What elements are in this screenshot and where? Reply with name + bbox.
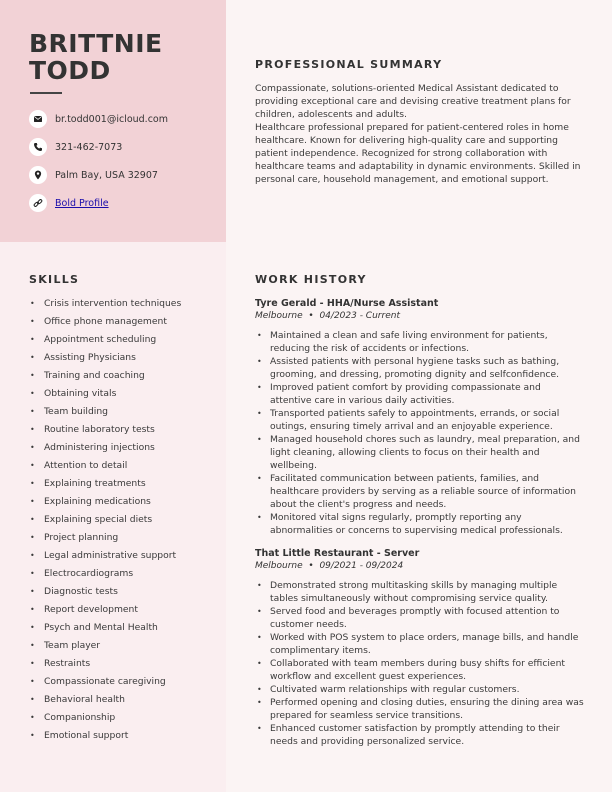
job-bullet: • Managed household chores such as laundry, meal preparation, and light cleaning, allowing clients to focus on their health and wellbeing. (255, 433, 585, 472)
contact-profile[interactable] (29, 194, 109, 212)
meta-separator: • (305, 561, 317, 571)
first-name: BRITTNIE (29, 29, 163, 58)
skill-item: • Administering injections (30, 441, 181, 459)
skill-item: • Diagnostic tests (30, 585, 181, 603)
phone-text: 321-462-7073 (55, 141, 123, 153)
contact-email (29, 110, 168, 128)
job-bullet: • Demonstrated strong multitasking skills by managing multiple tables simultaneously without compromising service quality. (255, 579, 585, 605)
job-bullet: • Maintained a clean and safe living environment for patients, reducing the risk of accidents or infections. (255, 329, 585, 355)
summary-text (255, 82, 585, 186)
last-name: TODD (29, 56, 111, 85)
skill-item: • Explaining special diets (30, 513, 181, 531)
job-bullet: • Assisted patients with personal hygiene tasks such as bathing, grooming, and dressing, promoting dignity and selfconfidence. (255, 355, 585, 381)
email-text: br.todd001@icloud.com (55, 113, 168, 125)
contact-location (29, 166, 158, 184)
job-bullets (255, 329, 585, 537)
candidate-name (29, 30, 163, 84)
job-bullet: • Collaborated with team members during busy shifts for efficient workflow and excellent guest experiences. (255, 657, 585, 683)
profile-link[interactable]: Bold Profile (55, 197, 109, 209)
job-bullet: • Improved patient comfort by providing compassionate and attentive care in various daily activities. (255, 381, 585, 407)
meta-separator: • (305, 311, 317, 321)
job-bullet: • Monitored vital signs regularly, promptly reporting any abnormalities or concerns to supervising medical professionals. (255, 511, 585, 537)
name-divider (30, 92, 62, 94)
job-meta (255, 560, 585, 573)
job-location: Melbourne (255, 311, 303, 321)
skill-item: • Report development (30, 603, 181, 621)
job-bullet: • Served food and beverages promptly with focused attention to customer needs. (255, 605, 585, 631)
skill-item: • Explaining treatments (30, 477, 181, 495)
job-title: That Little Restaurant - Server (255, 548, 420, 559)
skill-item: • Electrocardiograms (30, 567, 181, 585)
skill-item: • Routine laboratory tests (30, 423, 181, 441)
email-icon (29, 110, 47, 128)
skill-item: • Attention to detail (30, 459, 181, 477)
skill-item: • Behavioral health (30, 693, 181, 711)
job-entry-2 (255, 547, 585, 748)
work-heading: WORK HISTORY (255, 273, 367, 286)
skill-item: • Training and coaching (30, 369, 181, 387)
map-pin-icon (29, 166, 47, 184)
skill-item: • Crisis intervention techniques (30, 297, 181, 315)
job-bullet: • Worked with POS system to place orders, manage bills, and handle complimentary items. (255, 631, 585, 657)
summary-paragraph-1: Compassionate, solutions-oriented Medical Assistant dedicated to providing exceptional care and devising creative treatment plans for children, adolescents and adults. (255, 83, 571, 120)
skill-item: • Team player (30, 639, 181, 657)
job-bullets (255, 579, 585, 748)
skill-item: • Office phone management (30, 315, 181, 333)
job-meta (255, 310, 585, 323)
phone-icon (29, 138, 47, 156)
skills-list (30, 297, 181, 747)
job-bullet: • Cultivated warm relationships with regular customers. (255, 683, 585, 696)
skill-item: • Emotional support (30, 729, 181, 747)
skill-item: • Compassionate caregiving (30, 675, 181, 693)
job-bullet: • Facilitated communication between patients, families, and healthcare providers by serving as a reliable source of information about the client's progress and needs. (255, 472, 585, 511)
job-title: Tyre Gerald - HHA/Nurse Assistant (255, 298, 439, 309)
location-text: Palm Bay, USA 32907 (55, 169, 158, 181)
job-dates: 09/2021 - 09/2024 (319, 561, 404, 571)
summary-heading: PROFESSIONAL SUMMARY (255, 58, 443, 71)
contact-phone (29, 138, 122, 156)
summary-paragraph-2: Healthcare professional prepared for patient-centered roles in home healthcare. Known for delivering high-quality care and supporting patient independence. Recognized for strong collaboration with healthcare teams and adaptability in dynamic environments. Skilled in personal care, household management, and emotional support. (255, 122, 581, 185)
skill-item: • Restraints (30, 657, 181, 675)
job-dates: 04/2023 - Current (319, 311, 400, 321)
job-bullet: • Enhanced customer satisfaction by promptly attending to their needs and providing personalized service. (255, 722, 585, 748)
job-bullet: • Transported patients safely to appointments, errands, or social outings, ensuring timely arrival and an enjoyable experience. (255, 407, 585, 433)
skills-heading: SKILLS (29, 273, 80, 286)
skill-item: • Psych and Mental Health (30, 621, 181, 639)
skill-item: • Explaining medications (30, 495, 181, 513)
skill-item: • Project planning (30, 531, 181, 549)
skill-item: • Obtaining vitals (30, 387, 181, 405)
job-entry-1 (255, 297, 585, 537)
skill-item: • Appointment scheduling (30, 333, 181, 351)
link-icon (29, 194, 47, 212)
skill-item: • Assisting Physicians (30, 351, 181, 369)
job-location: Melbourne (255, 561, 303, 571)
skill-item: • Team building (30, 405, 181, 423)
job-bullet: • Performed opening and closing duties, ensuring the dining area was prepared for seamless service transitions. (255, 696, 585, 722)
skill-item: • Companionship (30, 711, 181, 729)
skill-item: • Legal administrative support (30, 549, 181, 567)
